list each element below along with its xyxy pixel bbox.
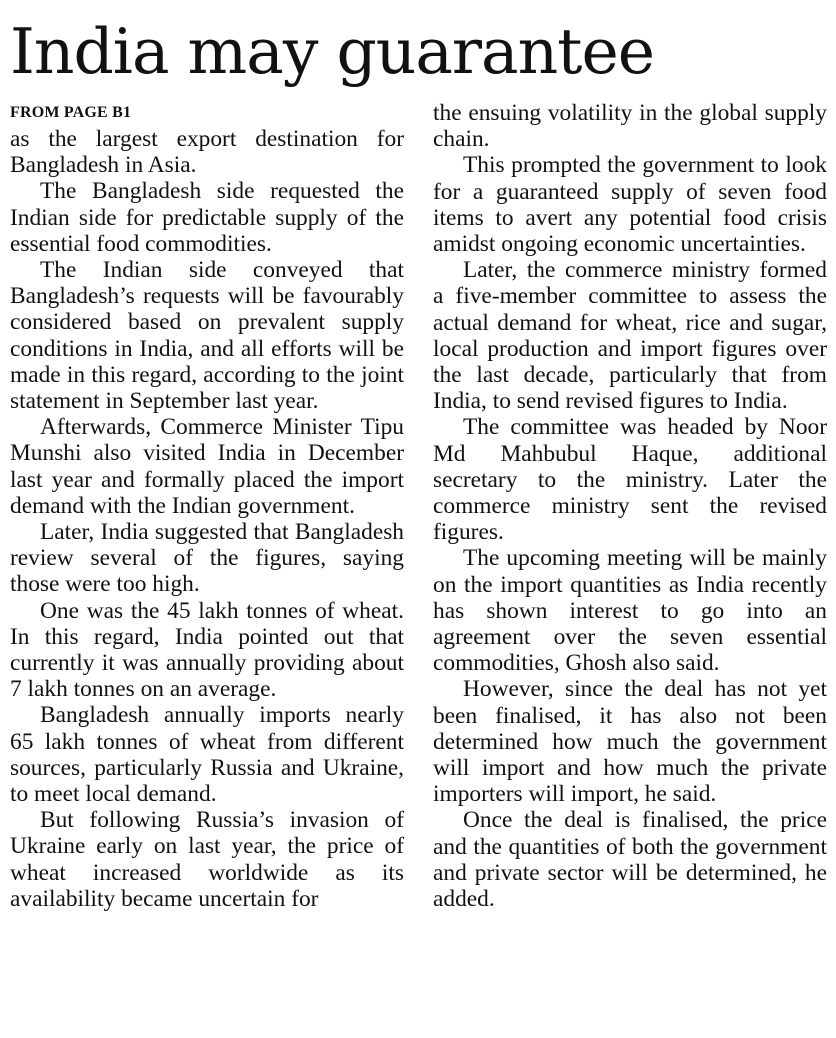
left-column bbox=[10, 100, 404, 912]
article-paragraph: as the largest export destination for Bangladesh in Asia. bbox=[10, 126, 404, 179]
article-paragraph: The committee was headed by Noor Md Mahbubul Haque, additional secretary to the ministry. Later the commerce ministry sent the revised figures. bbox=[433, 414, 827, 546]
article-paragraph: the ensuing volatility in the global supply chain. bbox=[433, 100, 827, 153]
article-paragraph: Afterwards, Commerce Minister Tipu Munshi also visited India in December last year and formally placed the import demand with the Indian government. bbox=[10, 414, 404, 519]
continuation-kicker: FROM PAGE B1 bbox=[10, 104, 132, 121]
article-paragraph: Later, India suggested that Bangladesh review several of the figures, saying those were too high. bbox=[10, 519, 404, 598]
article-paragraph: The Bangladesh side requested the Indian side for predictable supply of the essential food commodities. bbox=[10, 178, 404, 257]
article-paragraph: The upcoming meeting will be mainly on the import quantities as India recently has shown interest to go into an agreement over the seven essential commodities, Ghosh also said. bbox=[433, 545, 827, 677]
article-paragraph: The Indian side conveyed that Bangladesh’s requests will be favourably considered based on prevalent supply conditions in India, and all efforts will be made in this regard, according to the joint statement in September last year. bbox=[10, 257, 404, 415]
article-paragraph: This prompted the government to look for a guaranteed supply of seven food items to avert any potential food crisis amidst ongoing economic uncertainties. bbox=[433, 152, 827, 258]
headline: India may guarantee bbox=[10, 15, 655, 88]
right-column bbox=[433, 100, 827, 912]
article-paragraph: One was the 45 lakh tonnes of wheat. In this regard, India pointed out that currently it was annually providing about 7 lakh tonnes on an average. bbox=[10, 597, 404, 703]
article-paragraph: But following Russia’s invasion of Ukraine early on last year, the price of wheat increased worldwide as its availability became uncertain for bbox=[10, 807, 404, 912]
article-paragraph: Later, the commerce ministry formed a five-member committee to assess the actual demand for wheat, rice and sugar, local production and import figures over the last decade, particularly that from India, to send revised figures to India. bbox=[433, 257, 827, 415]
article-paragraph: Bangladesh annually imports nearly 65 lakh tonnes of wheat from different sources, particularly Russia and Ukraine, to meet local demand. bbox=[10, 702, 404, 808]
article-paragraph: However, since the deal has not yet been finalised, it has also not been determined how much the government will import and how much the private importers will import, he said. bbox=[433, 676, 827, 808]
article-paragraph: Once the deal is finalised, the price and the quantities of both the government and private sector will be determined, he added. bbox=[433, 807, 827, 913]
